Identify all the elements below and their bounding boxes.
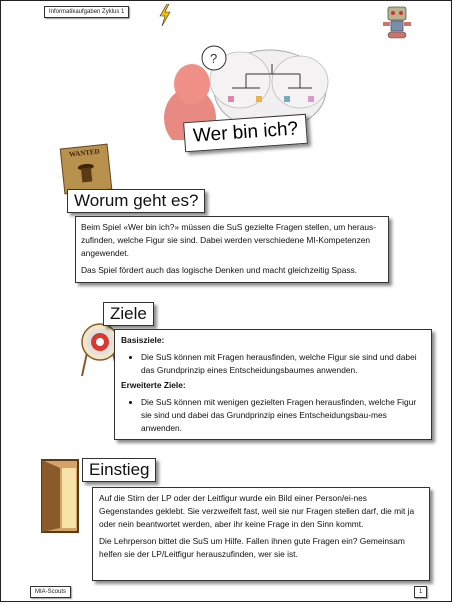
section-worum-box <box>75 216 389 283</box>
svg-text:?: ? <box>210 51 218 66</box>
page-title-text: Wer bin ich? <box>192 118 299 147</box>
door-icon <box>38 458 82 534</box>
section-heading-ziele-text: Ziele <box>110 304 147 323</box>
robot-icon <box>380 4 414 42</box>
section-heading-ziele <box>103 302 154 326</box>
erweiterte-ziele-label: Erweiterte Ziele: <box>121 380 186 390</box>
einstieg-paragraph-1: Auf die Stirn der LP oder der Leitfigur wurde ein Bild einer Person/ei-nes Gegenstandes geklebt. Sie verzweifelt fast, weil sie nur Fragen stellen darf, die mit ja oder nein beantwortet werden, aber ihr keine Frage in den Sinn kommt. <box>99 493 415 529</box>
wanted-poster-label: WANTED <box>68 147 101 159</box>
section-heading-worum <box>67 189 205 213</box>
footer-left-text: MIA-Scouts <box>35 589 67 595</box>
worum-paragraph-1: Beim Spiel «Wer bin ich?» müssen die SuS gezielte Fragen stellen, um heraus-zufinden, welche Figur sie sind. Dabei werden verschiedene MI-Kompetenzen angewendet. <box>81 222 376 258</box>
header-label: Informatikaufgaben Zyklus 1 <box>49 9 125 15</box>
basisziele-item: • Die SuS können mit Fragen herausfinden, welche Figur sie sind und dabei das Grundprinzip eines Entscheidungsbaumes anwenden. <box>141 351 425 377</box>
wanted-poster-icon <box>60 144 113 195</box>
section-einstieg-box <box>92 487 430 581</box>
lightning-icon <box>158 4 172 26</box>
footer-label <box>30 586 71 598</box>
worum-paragraph-2: Das Spiel fördert auch das logische Denken und macht gleichzeitig Spass. <box>81 265 358 275</box>
erweiterte-ziele-list <box>121 396 425 435</box>
erweiterte-ziele-item: • Die SuS können mit wenigen gezielten Fragen herausfinden, welche Figur sie sind und dabei das Grundprinzip eines Entscheidungsbau-mes anwenden. <box>141 396 425 435</box>
section-ziele-box <box>114 329 432 440</box>
basisziele-label: Basisziele: <box>121 335 165 345</box>
page-number <box>414 586 427 598</box>
page-number-text: 1 <box>419 589 423 595</box>
section-heading-einstieg <box>82 458 156 482</box>
einstieg-paragraph-2: Die Lehrperson bittet die SuS um Hilfe. Fallen ihnen gute Fragen ein? Gemeinsam helfen sie der LP/Leitfigur herauszufinden, wer sie ist. <box>99 536 405 559</box>
section-heading-einstieg-text: Einstieg <box>89 460 150 479</box>
basisziele-list <box>121 351 425 377</box>
header-tag <box>44 6 129 18</box>
section-heading-worum-text: Worum geht es? <box>74 191 199 210</box>
